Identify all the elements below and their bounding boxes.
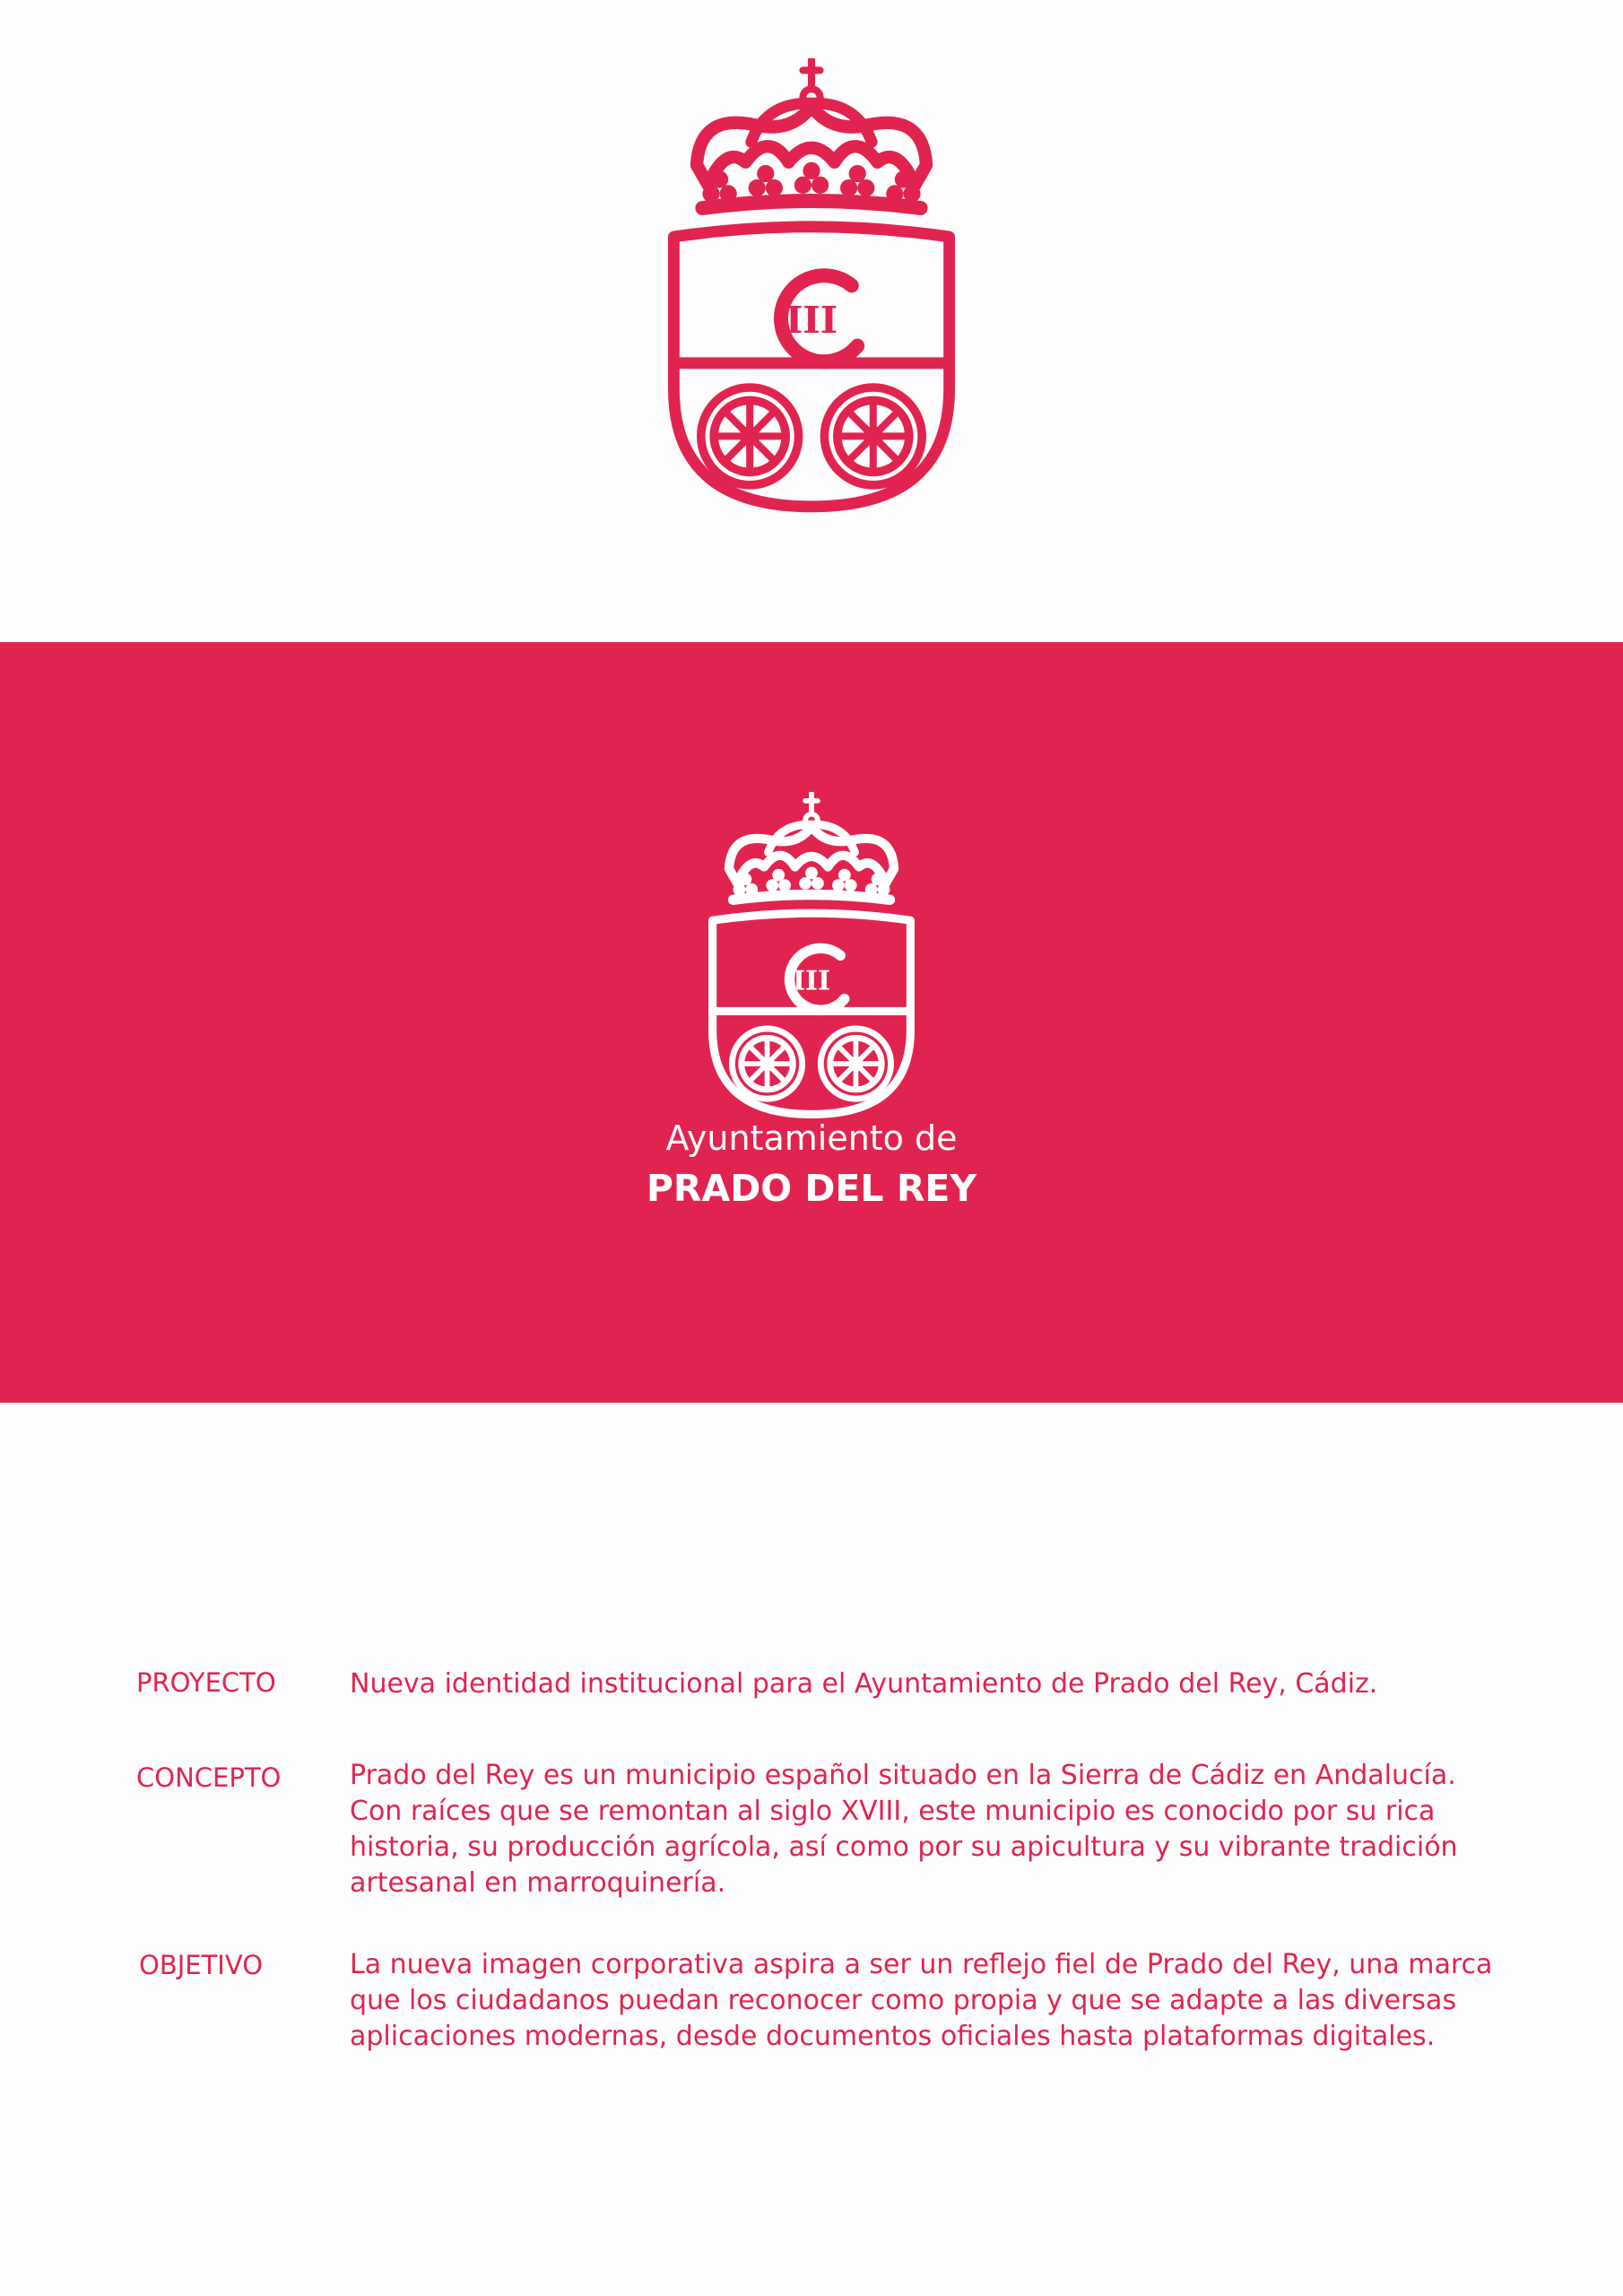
- coat-of-arms-icon: [708, 792, 915, 1121]
- top-logo: [668, 58, 955, 516]
- band-title-line2: PRADO DEL REY: [646, 1167, 977, 1210]
- svg-text:III: III: [785, 298, 838, 343]
- concepto-line: Prado del Rey es un municipio español situado en la Sierra de Cádiz en Andalucía.: [350, 1760, 1456, 1791]
- objetivo-line: que los ciudadanos puedan reconocer como propia y que se adapte a las diversas: [350, 1985, 1457, 2016]
- concepto-line: historia, su producción agrícola, así como por su apicultura y su vibrante tradición: [350, 1831, 1458, 1863]
- band-logo: [708, 792, 915, 1121]
- concepto-line: Con raíces que se remontan al siglo XVIII, este municipio es conocido por su rica: [350, 1796, 1436, 1827]
- objetivo-text: [350, 1947, 1493, 2055]
- svg-text:III: III: [793, 965, 830, 997]
- band-title-line1: Ayuntamiento de: [665, 1118, 958, 1158]
- objetivo-label: OBJETIVO: [139, 1950, 264, 1980]
- brand-band: [0, 642, 1623, 1403]
- objetivo-line: aplicaciones modernas, desde documentos oficiales hasta plataformas digitales.: [350, 2021, 1436, 2052]
- proyecto-label: PROYECTO: [136, 1667, 276, 1698]
- proyecto-line: Nueva identidad institucional para el Ayuntamiento de Prado del Rey, Cádiz.: [350, 1668, 1378, 1700]
- concepto-label: CONCEPTO: [136, 1762, 282, 1793]
- objetivo-line: La nueva imagen corporativa aspira a ser un reflejo fiel de Prado del Rey, una marca: [350, 1949, 1493, 1980]
- concepto-text: [350, 1758, 1493, 1901]
- concepto-line: artesanal en marroquinería.: [350, 1867, 726, 1899]
- coat-of-arms-icon: [668, 58, 955, 516]
- proyecto-text: [350, 1666, 1493, 1702]
